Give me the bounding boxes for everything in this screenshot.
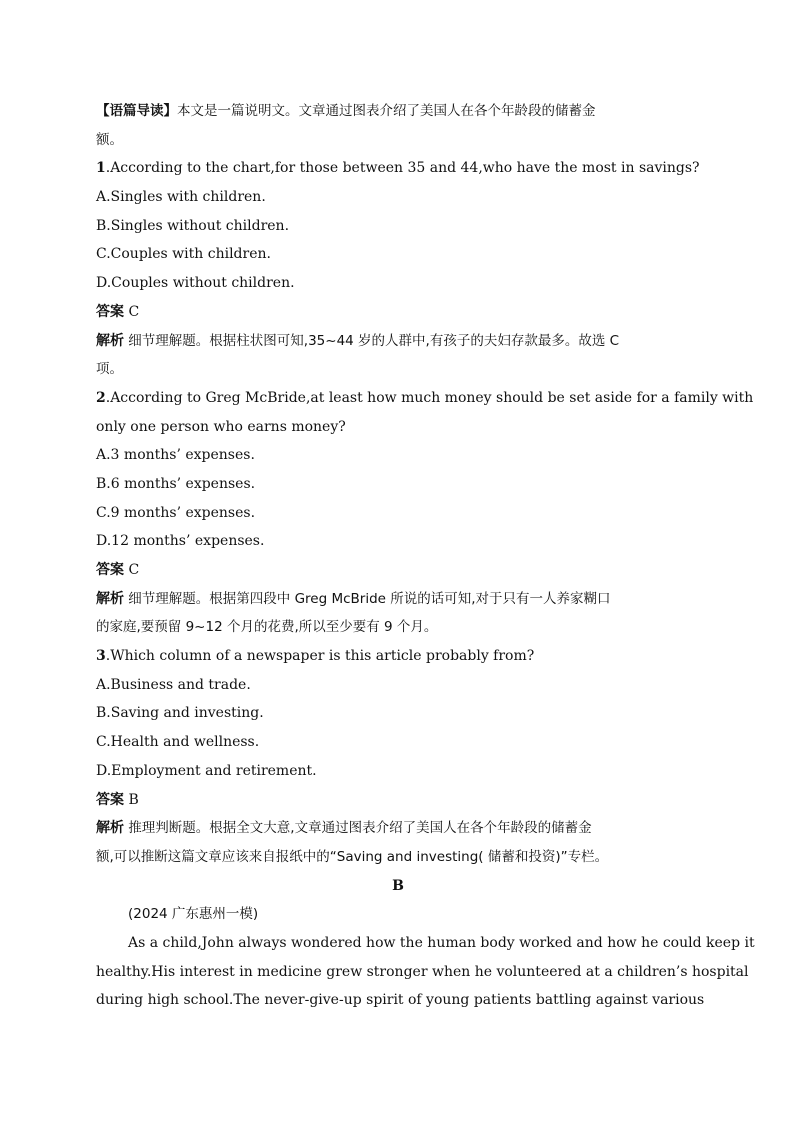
question-1-analysis-2: 项。: [96, 361, 123, 378]
question-2-stem-1: 2.According to Greg McBride,at least how much money should be set aside for a family with: [96, 389, 754, 406]
question-1-answer: 答案 C: [96, 303, 140, 320]
question-3-option-c: C.Health and wellness.: [96, 734, 260, 751]
question-3-option-a: A.Business and trade.: [96, 676, 251, 693]
question-1-option-d: D.Couples without children.: [96, 275, 295, 292]
question-2-option-b: B.6 months’ expenses.: [96, 475, 256, 492]
question-2-option-a: A.3 months’ expenses.: [96, 447, 255, 464]
passage-line-1: As a child,John always wondered how the human body worked and how he could keep it: [128, 934, 755, 951]
question-2-number: 2: [96, 389, 106, 406]
section-source: (2024 广东惠州一模): [128, 906, 259, 923]
document-page: [96, 97, 755, 1015]
intro-text: 本文是一篇说明文。文章通过图表介绍了美国人在各个年龄段的储蓄金: [177, 103, 596, 119]
question-2-answer: 答案 C: [96, 562, 140, 578]
passage-line-3: during high school.The never-give-up spirit of young patients battling against various: [96, 992, 705, 1009]
question-1-option-c: C.Couples with children.: [96, 246, 271, 263]
question-3-answer: 答案 B: [96, 791, 139, 808]
question-2-analysis-2: 的家庭,要预留 9~12 个月的花费,所以至少要有 9 个月。: [96, 619, 438, 636]
question-3-analysis-2: 额,可以推断这篇文章应该来自报纸中的“Saving and investing( 储蓄和投资)”专栏。: [96, 848, 609, 865]
question-2-option-d: D.12 months’ expenses.: [96, 533, 265, 550]
question-1-option-a: A.Singles with children.: [96, 189, 266, 206]
passage-line-2: healthy.His interest in medicine grew stronger when he volunteered at a children’s hospital: [96, 963, 749, 980]
intro-line-1: [96, 97, 700, 126]
question-3-stem: 3.Which column of a newspaper is this article probably from?: [96, 648, 535, 665]
question-3-number: 3: [96, 648, 106, 665]
question-3-option-b: B.Saving and investing.: [96, 705, 264, 722]
question-2-analysis-1: 解析 细节理解题。根据第四段中 Greg McBride 所说的话可知,对于只有一人养家糊口: [96, 590, 611, 607]
question-1-stem: 1.According to the chart,for those between 35 and 44,who have the most in savings?: [96, 160, 700, 177]
question-3-option-d: D.Employment and retirement.: [96, 762, 317, 779]
section-title: B: [392, 877, 404, 894]
question-2-stem-2: only one person who earns money?: [96, 418, 346, 435]
question-2-option-c: C.9 months’ expenses.: [96, 504, 256, 521]
question-1-number: 1: [96, 160, 106, 177]
intro-label: 【语篇导读】: [96, 103, 177, 119]
question-1-option-b: B.Singles without children.: [96, 217, 290, 234]
intro-line-2: 额。: [96, 131, 123, 148]
question-3-analysis-1: 解析 推理判断题。根据全文大意,文章通过图表介绍了美国人在各个年龄段的储蓄金: [96, 820, 592, 837]
question-1-analysis-1: 解析 细节理解题。根据柱状图可知,35~44 岁的人群中,有孩子的夫妇存款最多。故选 C: [96, 332, 620, 349]
